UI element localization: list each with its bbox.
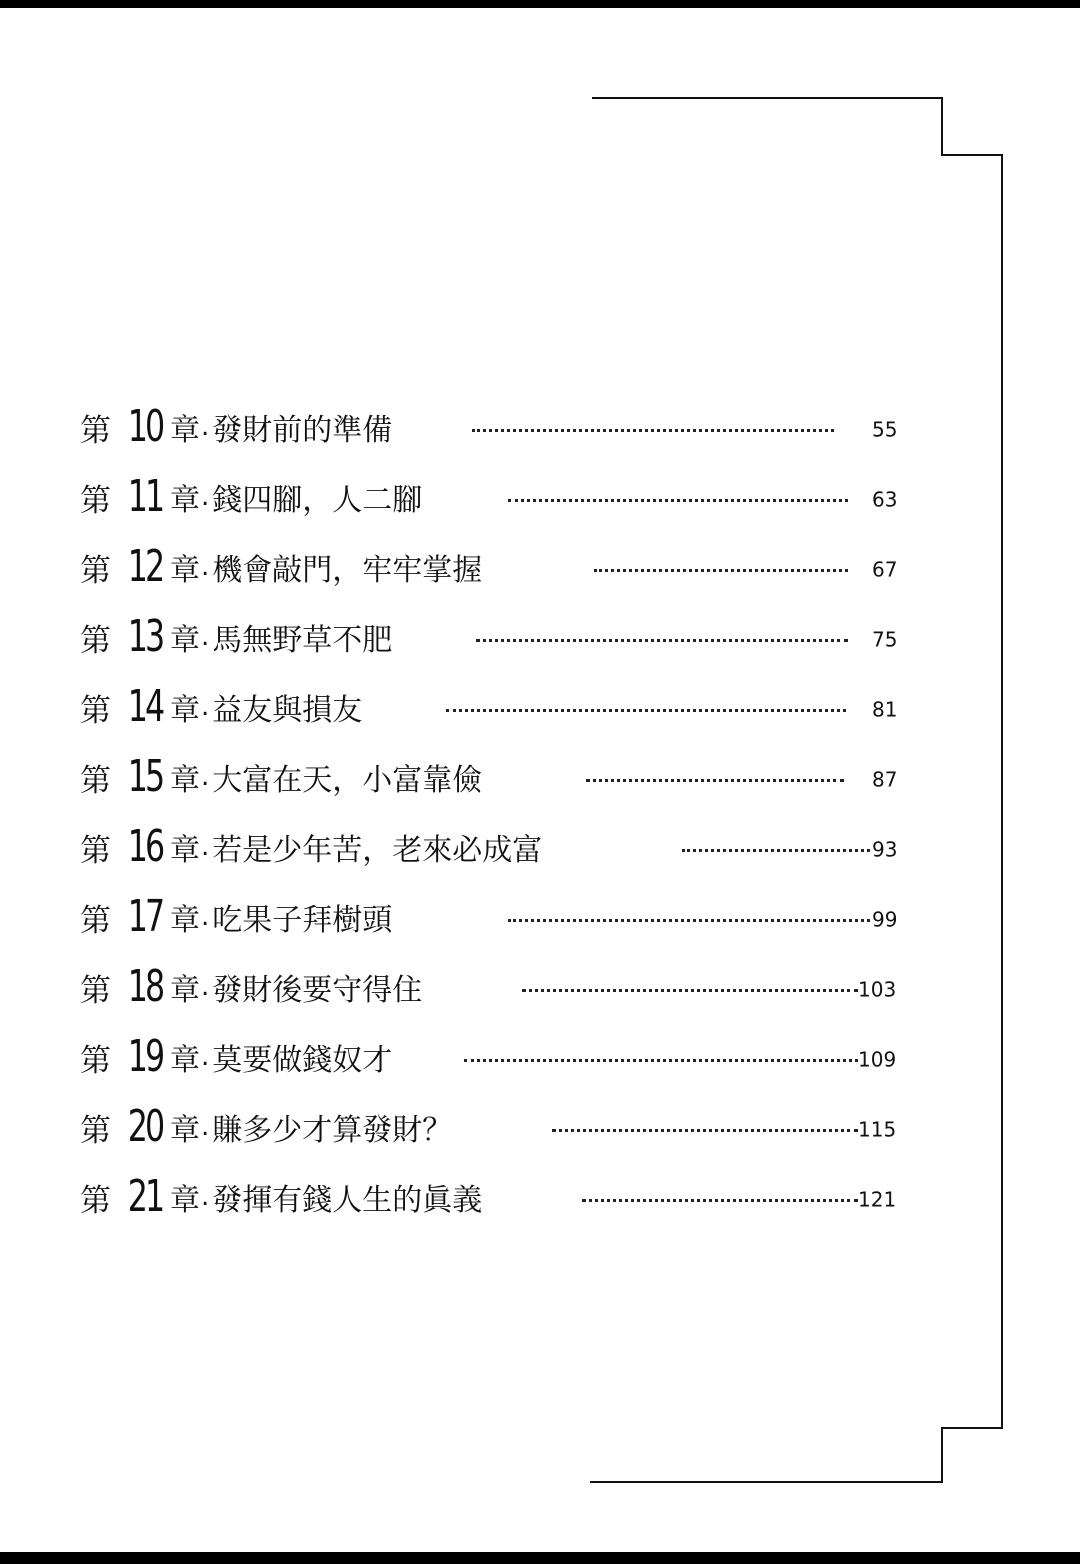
chapter-suffix: 章	[170, 903, 200, 938]
separator: .	[201, 622, 210, 652]
chapter-title: 吃果子拜樹頭	[212, 903, 393, 938]
chapter-prefix: 第	[80, 1112, 111, 1149]
chapter-title: 發財前的準備	[212, 413, 393, 448]
dot-leader	[552, 1129, 858, 1132]
page-number: 103	[858, 977, 897, 1002]
chapter-suffix: 章	[170, 833, 200, 868]
chapter-suffix: 章	[170, 973, 200, 1008]
page-number: 93	[872, 837, 898, 862]
chapter-suffix: 章	[170, 553, 200, 588]
chapter-suffix: 章	[170, 623, 200, 658]
toc-entry[interactable]	[80, 392, 910, 462]
chapter-prefix: 第	[80, 762, 111, 799]
dot-leader	[522, 989, 858, 992]
page-number: 115	[858, 1117, 897, 1142]
page-number: 75	[872, 627, 898, 652]
chapter-prefix: 第	[80, 972, 111, 1009]
chapter-suffix: 章	[170, 763, 200, 798]
toc-entry[interactable]	[80, 1162, 910, 1232]
toc-entry[interactable]	[80, 1022, 910, 1092]
dot-leader	[472, 429, 834, 432]
separator: .	[201, 972, 210, 1002]
toc-entry[interactable]	[80, 532, 910, 602]
chapter-number: 13	[127, 611, 163, 662]
page-number: 55	[872, 417, 898, 442]
separator: .	[201, 412, 210, 442]
chapter-suffix: 章	[170, 483, 200, 518]
separator: .	[201, 1112, 210, 1142]
chapter-number: 10	[127, 401, 163, 452]
chapter-prefix: 第	[80, 552, 111, 589]
toc-entry[interactable]	[80, 602, 910, 672]
chapter-number: 19	[127, 1031, 163, 1082]
chapter-title: 若是少年苦，老來必成富	[212, 833, 543, 868]
dot-leader	[508, 919, 870, 922]
chapter-prefix: 第	[80, 1042, 111, 1079]
chapter-number: 21	[127, 1171, 163, 1222]
chapter-suffix: 章	[170, 1043, 200, 1078]
table-of-contents	[80, 392, 910, 1232]
separator: .	[201, 552, 210, 582]
chapter-number: 17	[127, 891, 163, 942]
chapter-title: 大富在天，小富靠儉	[212, 763, 483, 798]
chapter-title: 發揮有錢人生的眞義	[212, 1183, 483, 1218]
dot-leader	[586, 779, 844, 782]
chapter-title: 賺多少才算發財？	[212, 1113, 453, 1148]
chapter-number: 15	[127, 751, 163, 802]
chapter-suffix: 章	[170, 1183, 200, 1218]
dot-leader	[582, 1199, 858, 1202]
toc-entry[interactable]	[80, 462, 910, 532]
separator: .	[201, 902, 210, 932]
dot-leader	[508, 499, 848, 502]
separator: .	[201, 762, 210, 792]
separator: .	[201, 692, 210, 722]
chapter-prefix: 第	[80, 692, 111, 729]
page-number: 109	[858, 1047, 897, 1072]
toc-entry[interactable]	[80, 672, 910, 742]
chapter-prefix: 第	[80, 622, 111, 659]
chapter-number: 18	[127, 961, 163, 1012]
dot-leader	[594, 569, 848, 572]
separator: .	[201, 1182, 210, 1212]
page-number: 63	[872, 487, 898, 512]
page-number: 121	[858, 1187, 897, 1212]
toc-entry[interactable]	[80, 742, 910, 812]
chapter-number: 14	[127, 681, 163, 732]
chapter-suffix: 章	[170, 693, 200, 728]
chapter-prefix: 第	[80, 1182, 111, 1219]
chapter-number: 12	[127, 541, 163, 592]
separator: .	[201, 1042, 210, 1072]
page-number: 87	[872, 767, 898, 792]
separator: .	[201, 832, 210, 862]
page-number: 67	[872, 557, 898, 582]
chapter-title: 莫要做錢奴才	[212, 1043, 393, 1078]
page-number: 81	[872, 697, 898, 722]
chapter-suffix: 章	[170, 413, 200, 448]
chapter-prefix: 第	[80, 832, 111, 869]
chapter-title: 錢四腳，人二腳	[212, 483, 423, 518]
chapter-suffix: 章	[170, 1113, 200, 1148]
chapter-number: 16	[127, 821, 163, 872]
page-number: 99	[872, 907, 898, 932]
chapter-title: 機會敲門，牢牢掌握	[212, 553, 483, 588]
chapter-number: 11	[127, 471, 163, 522]
dot-leader	[476, 639, 848, 642]
dot-leader	[446, 709, 846, 712]
chapter-title: 馬無野草不肥	[212, 623, 393, 658]
separator: .	[201, 482, 210, 512]
toc-entry[interactable]	[80, 1092, 910, 1162]
chapter-prefix: 第	[80, 482, 111, 519]
dot-leader	[682, 849, 870, 852]
dot-leader	[464, 1059, 858, 1062]
chapter-prefix: 第	[80, 412, 111, 449]
toc-entry[interactable]	[80, 952, 910, 1022]
chapter-title: 益友與損友	[212, 693, 363, 728]
chapter-title: 發財後要守得住	[212, 973, 423, 1008]
toc-entry[interactable]	[80, 882, 910, 952]
chapter-number: 20	[127, 1101, 163, 1152]
chapter-prefix: 第	[80, 902, 111, 939]
toc-entry[interactable]	[80, 812, 910, 882]
